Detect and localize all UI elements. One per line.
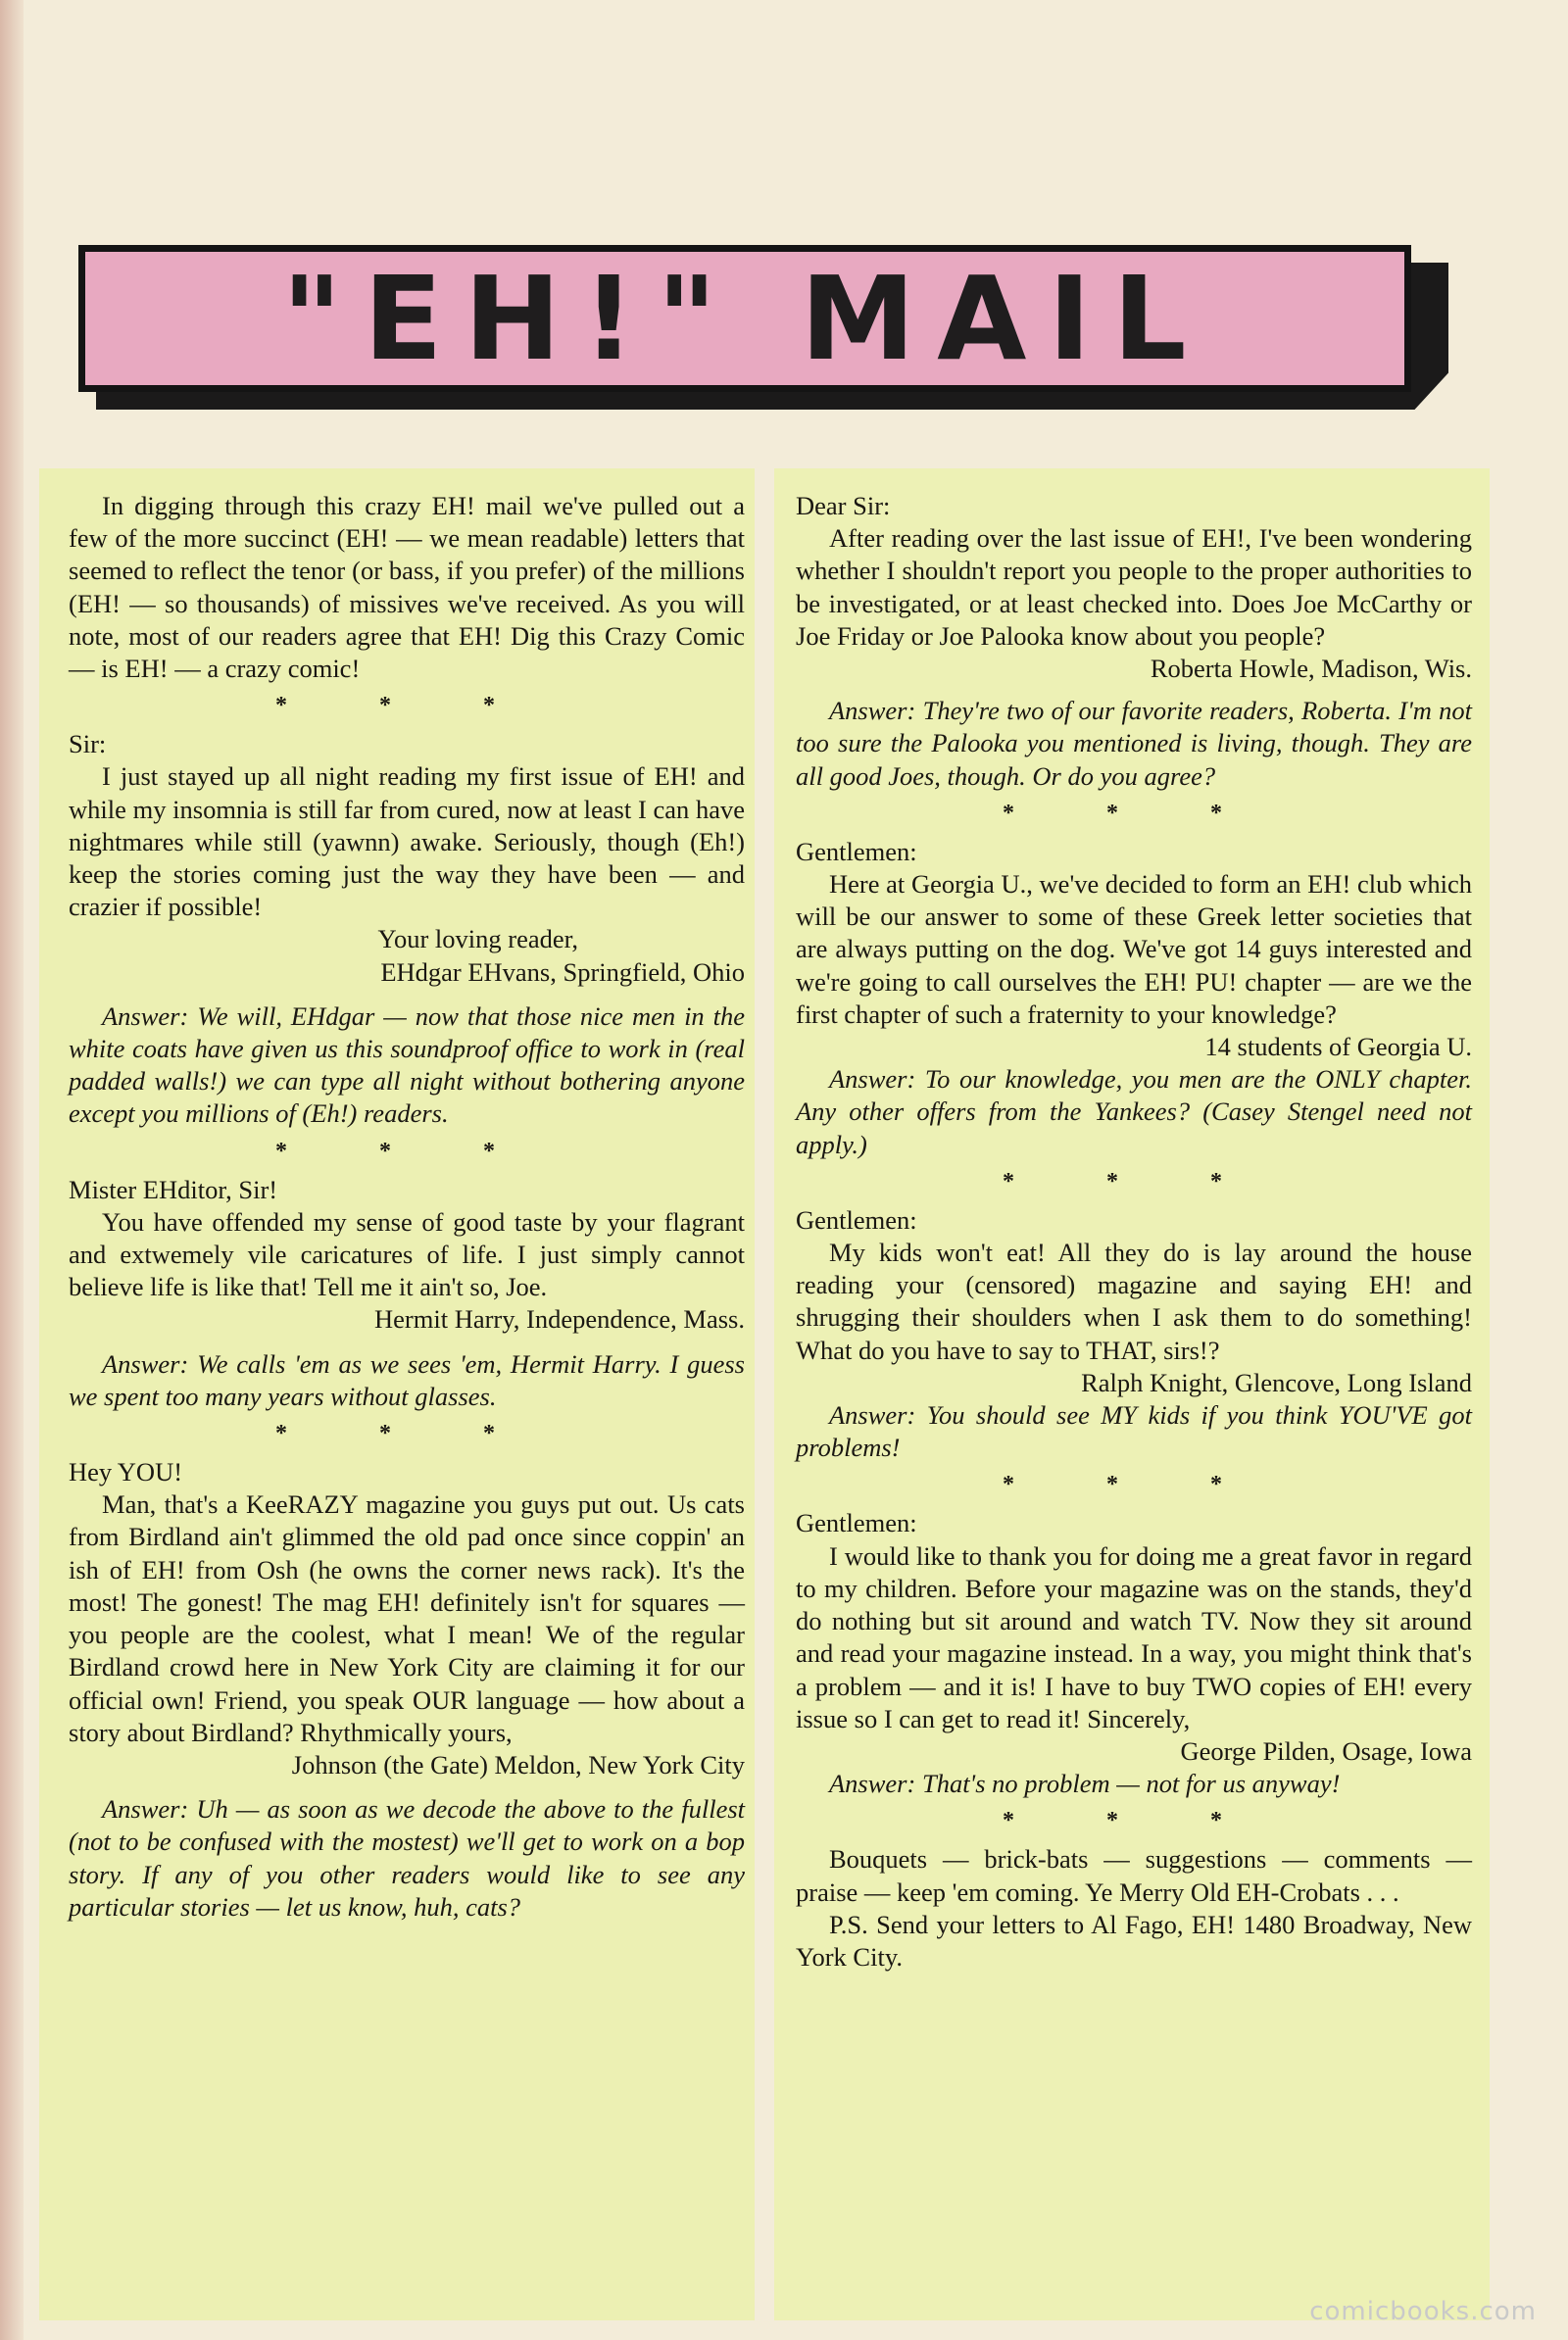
- answer-text: To our knowledge, you men are the ONLY chapter. Any other offers from the Yankees? (Casey Stengel need not apply.): [796, 1064, 1473, 1159]
- answer-label: Answer:: [829, 1064, 916, 1095]
- editor-answer: [796, 1063, 1472, 1161]
- letter-greeting: Gentlemen:: [796, 1204, 917, 1235]
- separator-stars: * * *: [1003, 1808, 1265, 1834]
- letter-signature: Johnson (the Gate) Meldon, New York City: [291, 1749, 745, 1779]
- letter-greeting: Sir:: [69, 729, 107, 759]
- editor-answer: [796, 695, 1472, 793]
- answer-label: Answer:: [102, 1794, 189, 1825]
- answer-text: You should see MY kids if you think YOU'VE got problems!: [796, 1400, 1473, 1463]
- letter-body: You have offended my sense of good taste by your flagrant and extwemely vile caricatures of life. I just simply cannot believe life is like that! Tell me it ain't so, Joe.: [69, 1206, 745, 1302]
- letter-signature: George Pilden, Osage, Iowa: [1180, 1735, 1472, 1766]
- letter-body: My kids won't eat! All they do is lay around the house reading your (censored) magazine and saying EH! and shrugging their shoulders when I ask them to do something! What do you have to say to THAT, sirs!?: [796, 1238, 1472, 1365]
- letter-closing: Your loving reader,: [377, 924, 578, 954]
- answer-label: Answer:: [102, 1000, 189, 1031]
- separator-stars: * * *: [1003, 1472, 1265, 1498]
- editor-answer: [69, 1793, 745, 1924]
- answer-label: Answer:: [829, 1769, 916, 1799]
- letter-greeting: Dear Sir:: [796, 491, 891, 520]
- letter-greeting: Gentlemen:: [796, 836, 917, 866]
- editor-answer: [69, 1348, 745, 1413]
- letter-signature: Hermit Harry, Independence, Mass.: [374, 1304, 745, 1335]
- letter-signature: Ralph Knight, Glencove, Long Island: [1081, 1367, 1472, 1397]
- letter-body: After reading over the last issue of EH!, I've been wondering whether I shouldn't report you people to the proper authorities to be investigated, or at least checked into. Does Joe McCarthy or Joe Friday or Joe Palooka know about you people?: [796, 523, 1472, 651]
- answer-text: We calls 'em as we sees 'em, Hermit Harry. I guess we spent too many years without glasses.: [69, 1348, 745, 1411]
- closing-paragraph: Bouquets — brick-bats — suggestions — comments — praise — keep 'em coming. Ye Merry Old EH-Crobats . . .: [796, 1844, 1472, 1907]
- answer-label: Answer:: [829, 1400, 916, 1431]
- page-edge-shading: [0, 0, 24, 2340]
- answer-text: That's no problem — not for us anyway!: [921, 1769, 1341, 1799]
- answer-text: We will, EHdgar — now that those nice men in the white coats have given us this soundproof office to work in (real padded walls!) we can type all night without bothering anyone except you millions of (Eh!) readers.: [69, 1000, 745, 1129]
- letter-greeting: Mister EHditor, Sir!: [69, 1174, 278, 1204]
- right-column: [796, 490, 1472, 1974]
- letter-greeting: Hey YOU!: [69, 1457, 183, 1487]
- answer-text: They're two of our favorite readers, Roberta. I'm not too sure the Palooka you mentioned is living, though. They are all good Joes, though. Or do you agree?: [796, 696, 1472, 791]
- separator-stars: * * *: [1003, 1168, 1265, 1194]
- letter-greeting: Gentlemen:: [796, 1508, 917, 1538]
- mail-banner: [78, 245, 1446, 412]
- editor-answer: [69, 1000, 745, 1131]
- answer-label: Answer:: [829, 696, 916, 726]
- letter-signature: Roberta Howle, Madison, Wis.: [1150, 654, 1472, 684]
- answer-label: Answer:: [102, 1348, 189, 1379]
- answer-text: Uh — as soon as we decode the above to the fullest (not to be confused with the mostest) we'll get to work on a bop story. If any of you other readers would like to see any particular stories — let us know, huh, cats?: [69, 1794, 745, 1922]
- letter-body: I just stayed up all night reading my first issue of EH! and while my insomnia is still far from cured, now at least I can have nightmares while still (yawnn) awake. Seriously, though (Eh!) keep the stories coming just the way they have been — and crazier if possible!: [69, 761, 745, 922]
- intro-paragraph: In digging through this crazy EH! mail we've pulled out a few of the more succinct (EH! — we mean readable) letters that seemed to reflect the tenor (or bass, if you prefer) of the millions (EH! — so thousands) of missives we've received. As you will note, most of our readers agree that EH! Dig this Crazy Comic — is EH! — a crazy comic!: [69, 491, 745, 684]
- letter-body: Man, that's a KeeRAZY magazine you guys put out. Us cats from Birdland ain't glimmed the old pad once since coppin' an ish of EH! from Osh (he owns the corner news rack). It's the most! The gonest! The mag EH! definitely isn't for squares — you people are the coolest, what I mean! We of the regular Birdland crowd here in New York City are claiming it for our official own! Friend, you speak OUR language — how about a story about Birdland? Rhythmically yours,: [69, 1489, 745, 1747]
- separator-stars: * * *: [275, 1421, 538, 1447]
- separator-stars: * * *: [275, 693, 538, 719]
- letter-body: I would like to thank you for doing me a great favor in regard to my children. Before your magazine was on the stands, they'd do nothing but sit around and watch TV. Now they sit around and read your magazine instead. In a way, you might think that's a problem — and it is! I have to buy TWO copies of EH! every issue so I can get to read it! Sincerely,: [796, 1540, 1472, 1733]
- letter-body: Here at Georgia U., we've decided to form an EH! club which will be our answer to some of these Greek letter societies that are always putting on the dog. We've got 14 guys interested and we're going to call ourselves the EH! PU! chapter — are we the first chapter of such a fraternity to your knowledge?: [796, 869, 1472, 1029]
- left-column: [69, 490, 745, 1924]
- editor-answer: [796, 1768, 1472, 1800]
- separator-stars: * * *: [275, 1138, 538, 1164]
- page-title: "EH!" MAIL: [281, 251, 1208, 386]
- editor-answer: [796, 1399, 1472, 1464]
- letter-signature: 14 students of Georgia U.: [1204, 1032, 1472, 1062]
- postscript: P.S. Send your letters to Al Fago, EH! 1480 Broadway, New York City.: [796, 1909, 1472, 1972]
- site-watermark: comicbooks.com: [1309, 2297, 1537, 2326]
- letter-signature: EHdgar EHvans, Springfield, Ohio: [380, 956, 745, 987]
- separator-stars: * * *: [1003, 800, 1265, 826]
